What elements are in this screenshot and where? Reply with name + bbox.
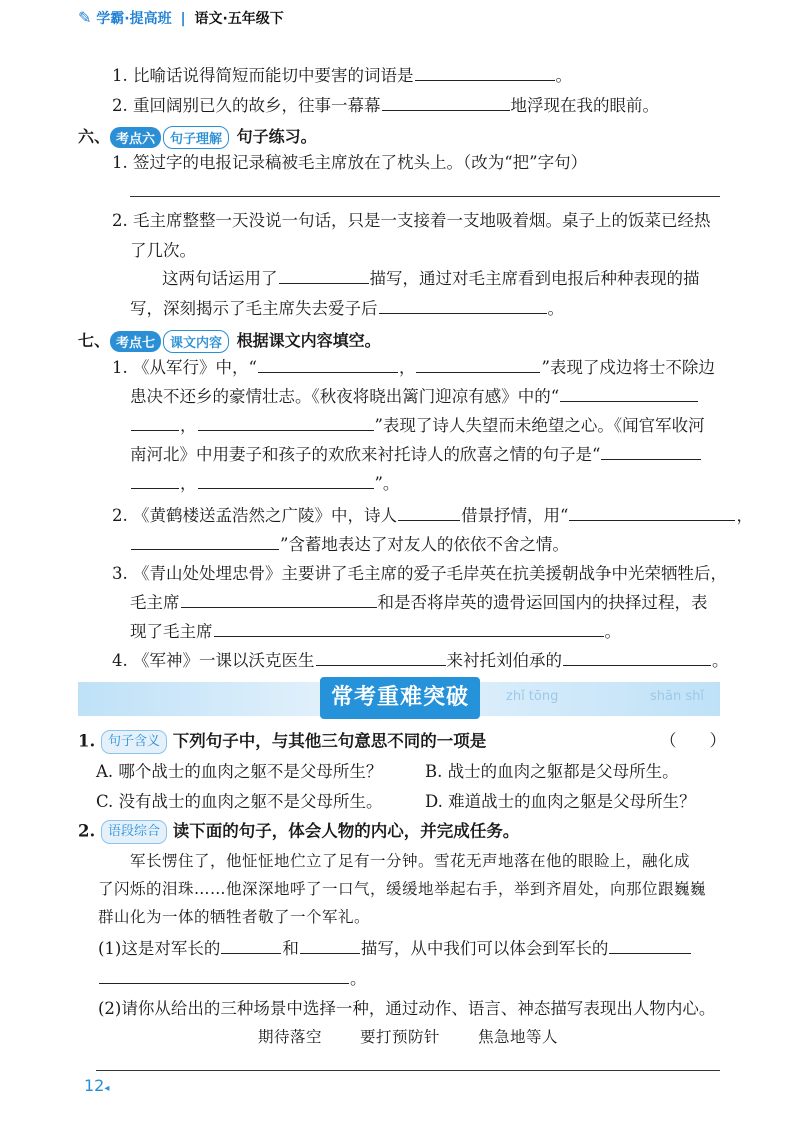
s7-q2-line2 [130,534,569,556]
item-text: 《军神》一课以沃克医生 [133,651,315,670]
scene-option-3[interactable]: 焦急地等人 [478,1028,559,1046]
p2-q2-sub1 [98,938,692,960]
answer-line[interactable] [96,1070,720,1071]
item-text: 签过字的电报记录稿被毛主席放在了枕头上。（改为“把”字句） [133,153,588,172]
s7-q1-line1 [112,357,715,379]
answer-line[interactable] [130,196,720,197]
tag-kaodian: 考点六 [110,127,161,148]
item-text: 读下面的句子，体会人物的内心，并完成任务。 [172,821,520,841]
blank[interactable] [131,416,179,431]
item-number: 1. [112,358,128,377]
item-text: 毛主席整整一天没说一句话，只是一支接着一支地吸着烟。桌子上的饭菜已经热 [133,211,711,230]
item-text: 和是否将岸英的遗骨运回国内的抉择过程，表 [377,593,708,612]
item-text: ”表现了戍边将士不除边 [541,358,715,377]
blank[interactable] [131,474,179,489]
brand-sub: 提高班 [129,11,172,27]
s6-q2-line1 [112,210,711,232]
section-label: 七、 [78,331,111,350]
blank[interactable] [382,96,510,111]
item-text: 。 [604,622,621,641]
banner-title: 常考重难突破 [320,677,480,719]
scene-option-2[interactable]: 要打预防针 [360,1028,441,1046]
passage-line: 群山化为一体的牺牲者敬了一个军礼。 [98,908,371,926]
item-text: ， [180,474,197,493]
option-c[interactable]: C. 没有战士的血肉之躯不是父母所生。 [96,792,383,811]
blank[interactable] [609,939,691,954]
option-b[interactable]: B. 战士的血肉之躯都是父母所生。 [425,762,679,781]
blank[interactable] [563,651,711,666]
topic-pill: 语段综合 [101,820,167,844]
blank[interactable] [569,506,735,521]
tag-topic: 句子理解 [163,126,229,149]
section-title: 句子练习。 [236,127,317,146]
s7-q1-line3 [130,415,705,437]
blank[interactable] [279,269,369,284]
s7-q3-line2 [130,592,708,614]
item-number: 1. [112,153,128,172]
blank[interactable] [198,416,374,431]
answer-parens[interactable]: （ ） [660,731,726,750]
item-text: 借景抒情，用“ [461,506,569,525]
item-text: 毛主席 [130,593,180,612]
p2-q2-stem [78,820,519,844]
item-text: 重回阔别已久的故乡，往事一幕幕 [133,96,381,115]
section-label: 六、 [78,127,111,146]
subject-label: 语文·五年级下 [194,11,284,27]
blank[interactable] [316,651,446,666]
section-7-header [78,328,381,353]
blank[interactable] [221,939,281,954]
header-divider: | [180,11,186,27]
topic-pill: 句子含义 [101,730,167,754]
item-text: 描写，通过对毛主席看到电报后种种表现的描 [369,269,700,288]
blank[interactable] [198,474,374,489]
item-number: 2. [78,821,96,841]
option-d[interactable]: D. 难道战士的血肉之躯是父母所生？ [425,792,696,811]
item-text: 《青山处处埋忠骨》主要讲了毛主席的爱子毛岸英在抗美援朝战争中光荣牺牲后， [133,564,727,583]
item-text: 《黄鹤楼送孟浩然之广陵》中，诗人 [133,506,397,525]
tag-topic: 课文内容 [163,330,229,353]
top-item-2 [112,95,659,117]
section-title: 根据课文内容填空。 [236,331,381,350]
item-text: ”。 [374,474,400,493]
blank[interactable] [131,535,279,550]
item-text: 。 [712,651,729,670]
item-text: ”表现了诗人失望而未绝望之心。《闻官军收河 [374,416,705,435]
option-a[interactable]: A. 哪个战士的血肉之躯不是父母所生？ [96,762,383,781]
item-number: 1. [112,66,128,85]
passage-line: 军长愣住了，他怔怔地伫立了足有一分钟。雪花无声地落在他的眼睑上，融化成 [130,852,691,870]
item-text: ， [736,506,753,525]
item-text: 《从军行》中，“ [133,358,257,377]
brand-dot: · [124,11,130,27]
page-arrow-icon: ◂ [104,1083,110,1094]
s7-q4 [112,650,729,672]
tag-kaodian: 考点七 [110,331,161,352]
banner-ghost-text: shān shǐ [650,689,704,704]
item-text: 这两句话运用了 [162,269,278,288]
item-text: 。 [555,66,572,85]
blank[interactable] [601,445,701,460]
item-text: ， [180,416,197,435]
p2-q2-sub2: (2)请你从给出的三种场景中选择一种，通过动作、语言、神态描写表现出人物内心。 [98,999,716,1018]
item-text: 患决不还乡的豪情壮志。《秋夜将晓出篱门迎凉有感》中的“ [130,387,560,406]
banner-ghost-text: zhǐ tōng [506,689,559,704]
blank[interactable] [99,969,349,984]
blank[interactable] [258,358,398,373]
blank[interactable] [416,358,540,373]
blank[interactable] [300,939,360,954]
s7-q3-line3 [130,621,621,643]
item-number: 2. [112,506,128,525]
item-number: 2. [112,96,128,115]
brand-header [78,8,284,28]
item-number: 4. [112,651,128,670]
item-text: 现了毛主席 [130,622,213,641]
item-text: 下列句子中，与其他三句意思不同的一项是 [172,731,487,751]
blank[interactable] [214,622,604,637]
brand-logo-icon: ✎ [78,8,92,27]
top-item-1 [112,65,572,87]
item-text: 描写，从中我们可以体会到军长的 [360,939,609,958]
item-text: ”含蓄地表达了对友人的依依不舍之情。 [280,535,569,554]
item-text: ， [398,358,416,377]
scene-option-1[interactable]: 期待落空 [258,1028,323,1046]
item-number: 2. [112,211,128,230]
section-6-header [78,124,317,149]
p2-q1-stem [78,730,486,754]
item-text: 比喻话说得简短而能切中要害的词语是 [133,66,414,85]
s6-q2-line2: 了几次。 [130,241,196,260]
blank[interactable] [398,506,460,521]
item-text: 地浮现在我的眼前。 [510,96,659,115]
item-text: 。 [350,969,367,988]
item-text: (1)这是对军长的 [98,939,221,958]
item-text: 写，深刻揭示了毛主席失去爱子后 [130,299,378,318]
s6-q2-line3 [162,268,700,290]
s7-q3-line1 [112,563,727,585]
s6-q2-line4 [130,298,564,320]
blank[interactable] [379,299,547,314]
s7-q1-line4 [130,444,702,466]
item-number: 3. [112,564,128,583]
s6-q1 [112,152,587,174]
blank[interactable] [181,593,377,608]
page-number [84,1076,109,1095]
s7-q1-line5 [130,473,399,495]
passage-line: 了闪烁的泪珠……他深深地呼了一口气，缓缓地举起右手，举到齐眉处，向那位跟巍巍 [98,880,707,898]
blank[interactable] [560,387,698,402]
blank[interactable] [415,66,555,81]
page-number-value: 12 [84,1076,105,1095]
item-text: 南河北》中用妻子和孩子的欢欣来衬托诗人的欣喜之情的句子是“ [130,445,601,464]
s7-q1-line2 [130,386,699,408]
item-text: 来衬托刘伯承的 [446,651,562,670]
brand-name: 学霸 [96,11,125,27]
s7-q2-line1 [112,505,753,527]
p2-q2-sub1-cont [98,968,367,990]
item-text: 和 [282,939,299,958]
item-text: 。 [547,299,564,318]
item-number: 1. [78,731,96,751]
